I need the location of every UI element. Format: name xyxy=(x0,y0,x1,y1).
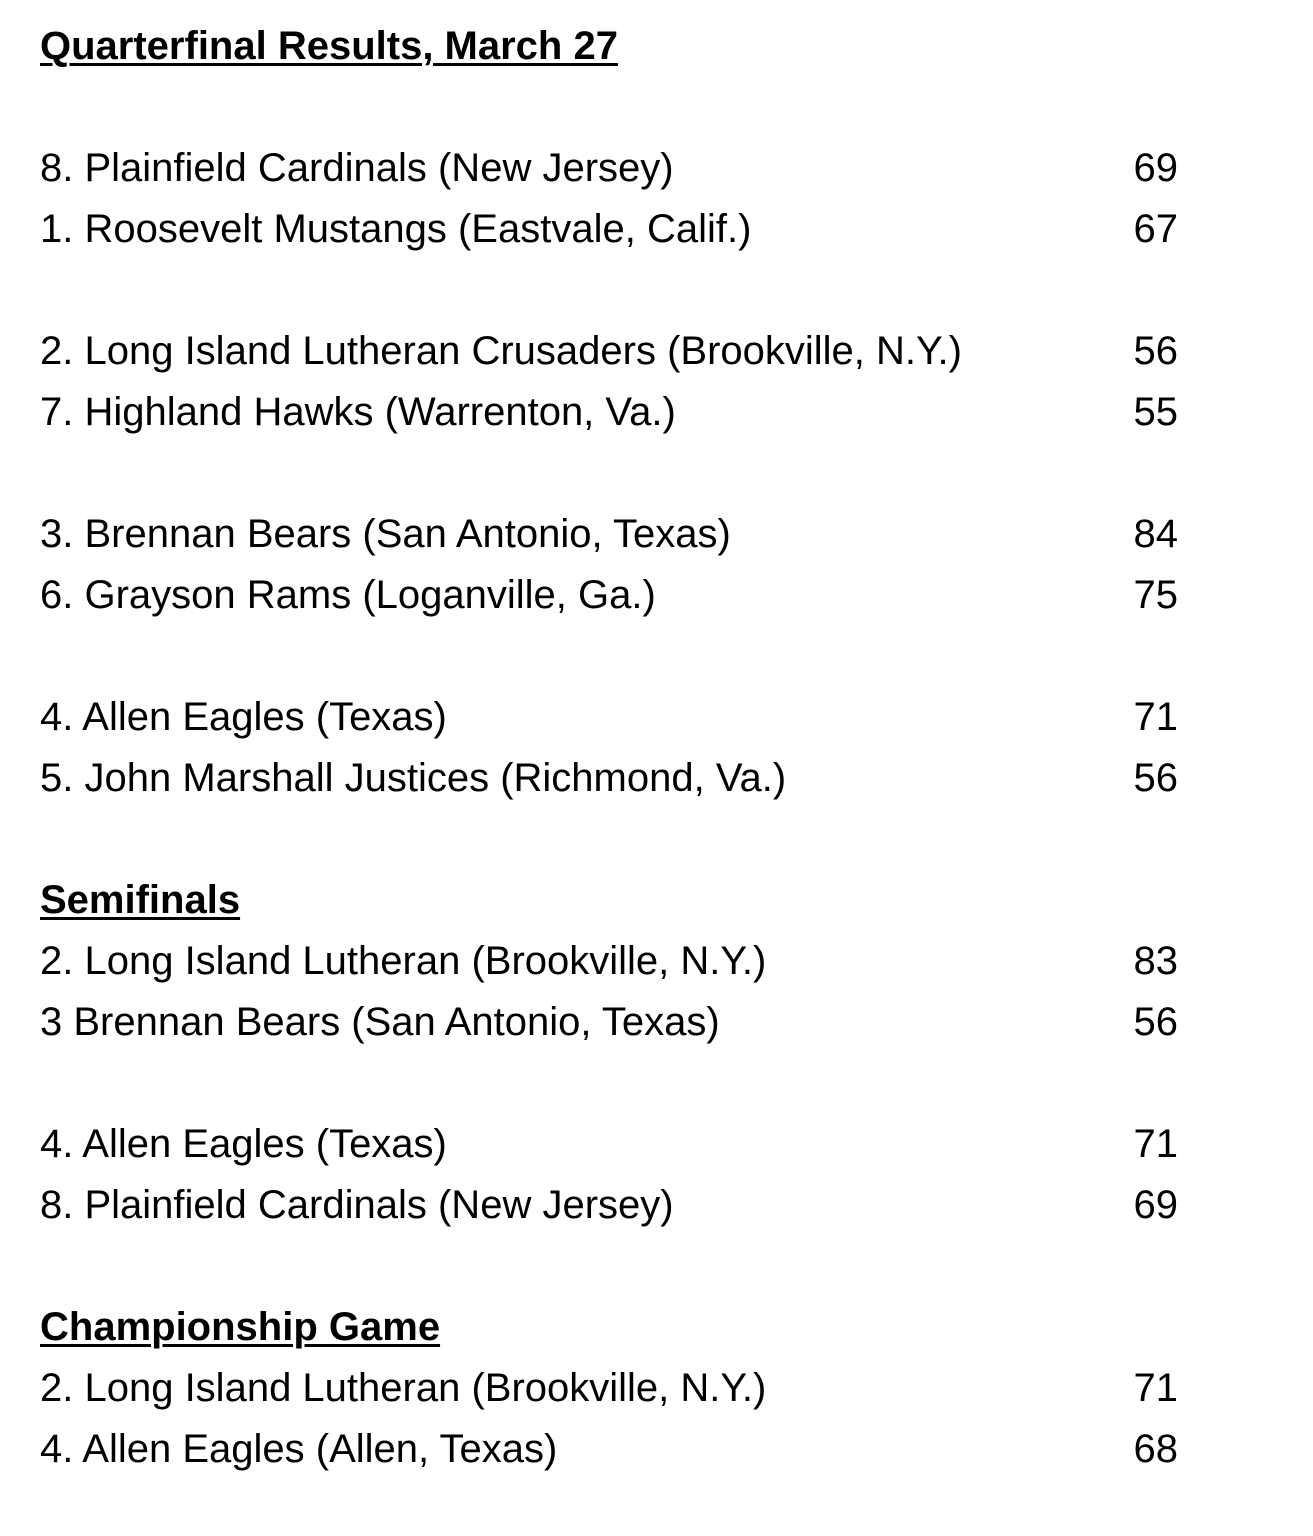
team-score: 71 xyxy=(1128,1114,1179,1175)
team-score: 67 xyxy=(1128,199,1179,260)
spacer xyxy=(40,809,1180,870)
team-score: 84 xyxy=(1128,504,1179,565)
result-row xyxy=(40,1175,1180,1236)
team-name: 2. Long Island Lutheran (Brookville, N.Y.) xyxy=(40,1366,767,1410)
team-name: 4. Allen Eagles (Allen, Texas) xyxy=(40,1427,558,1471)
result-row xyxy=(40,565,1180,626)
team-name: 3. Brennan Bears (San Antonio, Texas) xyxy=(40,512,731,556)
result-row xyxy=(40,687,1180,748)
result-row xyxy=(40,321,1180,382)
spacer xyxy=(40,1236,1180,1297)
championship-heading: Championship Game xyxy=(40,1305,441,1349)
team-name: 8. Plainfield Cardinals (New Jersey) xyxy=(40,1183,674,1227)
results-document xyxy=(40,16,1180,1480)
team-score: 55 xyxy=(1128,382,1179,443)
spacer xyxy=(40,443,1180,504)
spacer xyxy=(40,77,1180,138)
result-row xyxy=(40,382,1180,443)
team-score: 69 xyxy=(1128,138,1179,199)
team-score: 75 xyxy=(1128,565,1179,626)
result-row xyxy=(40,199,1180,260)
team-name: 4. Allen Eagles (Texas) xyxy=(40,1122,447,1166)
team-score: 56 xyxy=(1128,992,1179,1053)
team-name: 2. Long Island Lutheran (Brookville, N.Y.) xyxy=(40,939,767,983)
result-row xyxy=(40,748,1180,809)
team-name: 7. Highland Hawks (Warrenton, Va.) xyxy=(40,390,676,434)
result-row xyxy=(40,1419,1180,1480)
team-name: 8. Plainfield Cardinals (New Jersey) xyxy=(40,146,674,190)
result-row xyxy=(40,138,1180,199)
team-score: 68 xyxy=(1128,1419,1179,1480)
result-row xyxy=(40,504,1180,565)
result-row xyxy=(40,931,1180,992)
team-score: 56 xyxy=(1128,748,1179,809)
team-name: 5. John Marshall Justices (Richmond, Va.) xyxy=(40,756,787,800)
team-name: 3 Brennan Bears (San Antonio, Texas) xyxy=(40,1000,720,1044)
team-score: 83 xyxy=(1128,931,1179,992)
spacer xyxy=(40,1053,1180,1114)
result-row xyxy=(40,1114,1180,1175)
result-row xyxy=(40,1358,1180,1419)
team-name: 1. Roosevelt Mustangs (Eastvale, Calif.) xyxy=(40,207,752,251)
team-name: 2. Long Island Lutheran Crusaders (Brookville, N.Y.) xyxy=(40,329,962,373)
spacer xyxy=(40,626,1180,687)
team-name: 6. Grayson Rams (Loganville, Ga.) xyxy=(40,573,656,617)
team-name: 4. Allen Eagles (Texas) xyxy=(40,695,447,739)
semifinals-heading: Semifinals xyxy=(40,878,241,922)
result-row xyxy=(40,992,1180,1053)
team-score: 71 xyxy=(1128,1358,1179,1419)
team-score: 56 xyxy=(1128,321,1179,382)
team-score: 69 xyxy=(1128,1175,1179,1236)
spacer xyxy=(40,260,1180,321)
quarterfinal-heading: Quarterfinal Results, March 27 xyxy=(40,24,618,68)
team-score: 71 xyxy=(1128,687,1179,748)
